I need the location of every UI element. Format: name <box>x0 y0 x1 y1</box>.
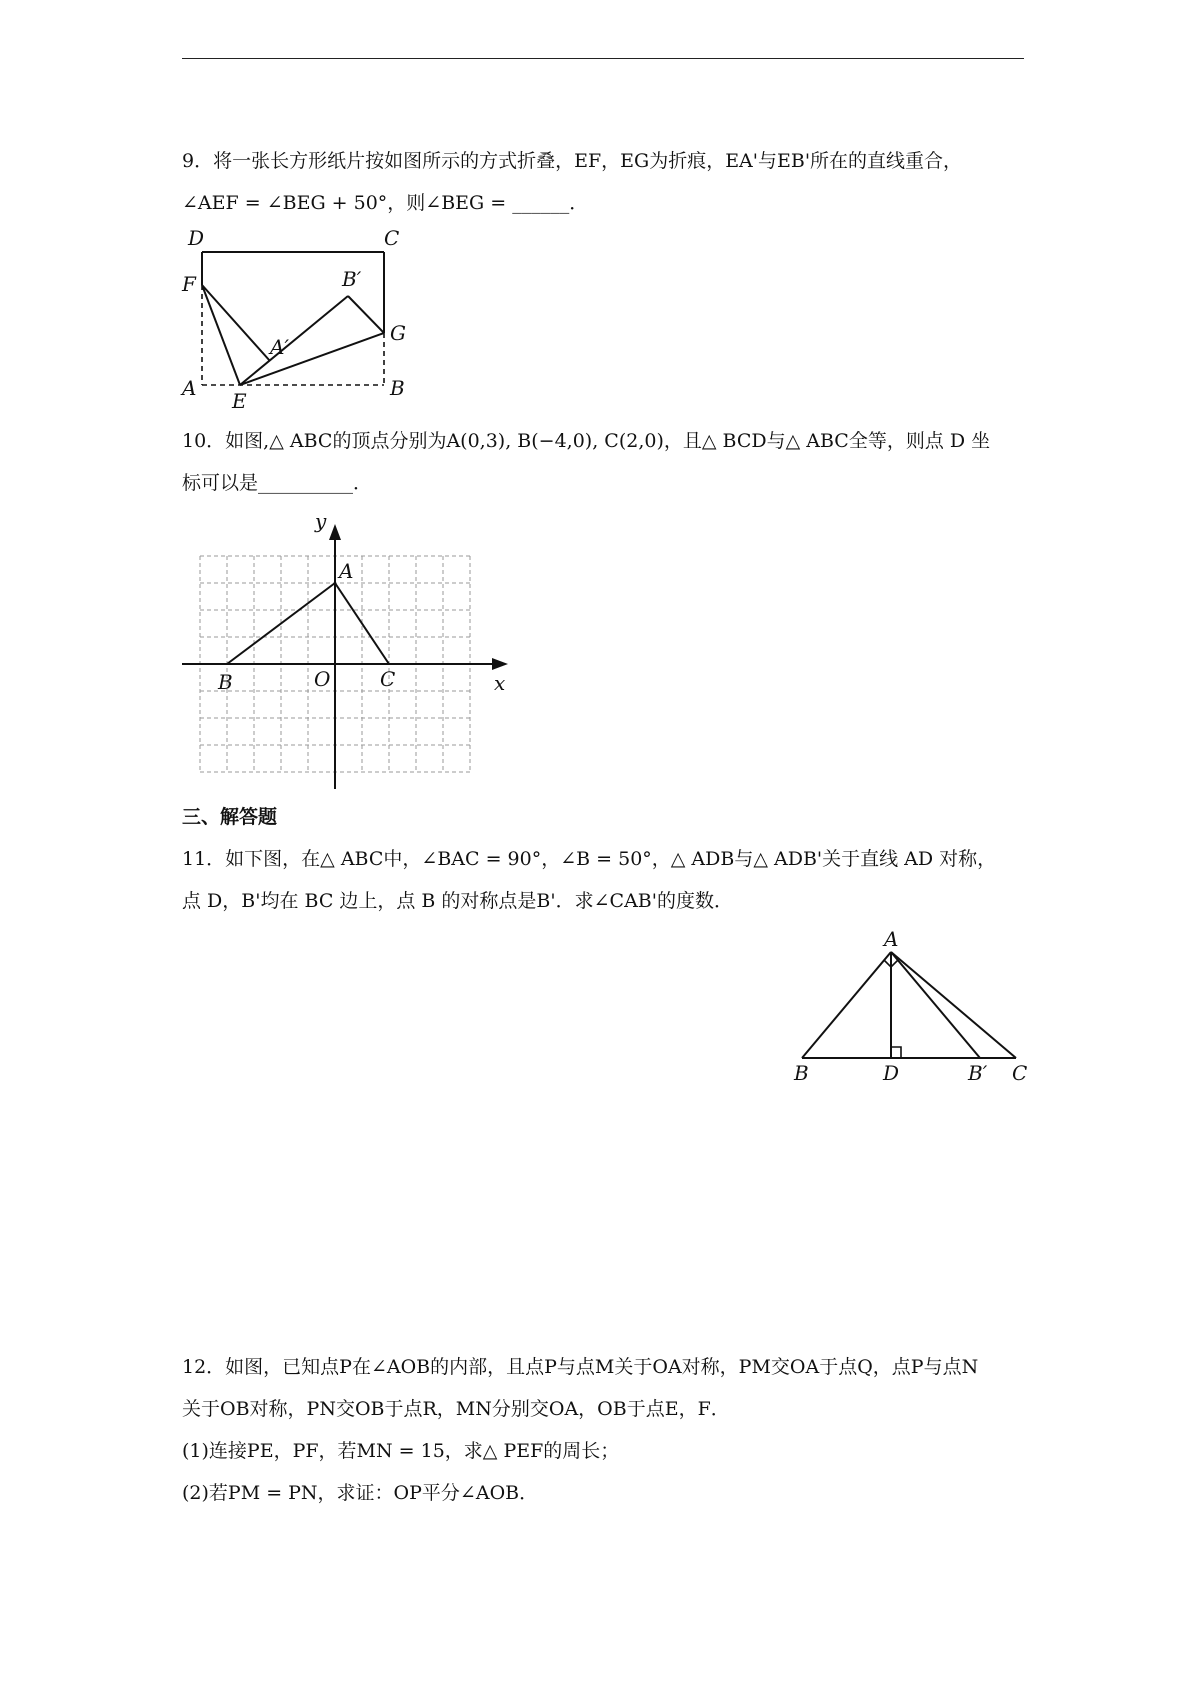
q10-label-o: O <box>314 667 331 691</box>
q10-side-ba <box>227 583 335 664</box>
q10-y-arrow <box>329 524 341 540</box>
q12-text-line3: (1)连接PE，PF，若MN = 15，求△ PEF的周长； <box>182 1440 620 1462</box>
q10-label-x: x <box>494 671 506 695</box>
q10-label-y: y <box>315 509 327 533</box>
q9-fold-figure <box>170 226 420 413</box>
q11-label-a: A <box>884 927 899 951</box>
q10-side-ac <box>335 583 389 664</box>
q11-side-ac <box>891 952 1016 1058</box>
q9-text-line1: 9．将一张长方形纸片按如图所示的方式折叠，EF，EG为折痕，EA'与EB'所在的直线重合， <box>182 150 963 172</box>
q12-text-line2: 关于OB对称，PN交OB于点R，MN分别交OA，OB于点E，F． <box>182 1398 730 1420</box>
q9-label-b: B <box>390 376 405 400</box>
q10-coordinate-figure <box>180 509 510 794</box>
q11-label-b-prime: B′ <box>968 1061 988 1085</box>
q10-x-arrow <box>492 658 508 670</box>
q11-right-angle-d <box>891 1047 901 1058</box>
q10-text-line2: 标可以是__________． <box>182 472 373 494</box>
q9-label-a: A <box>182 376 197 400</box>
q11-triangle-figure <box>790 927 1030 1085</box>
q12-text-line4: (2)若PM = PN，求证：OP平分∠AOB． <box>182 1482 539 1504</box>
q9-label-g: G <box>390 321 406 345</box>
q11-label-c: C <box>1012 1061 1028 1085</box>
section-heading: 三、解答题 <box>182 806 278 828</box>
q9-text-line2: ∠AEF = ∠BEG + 50°，则∠BEG = ______． <box>182 192 589 214</box>
q11-segment-ab-prime <box>891 952 980 1058</box>
header-rule <box>182 58 1024 59</box>
q9-line-ea-prime-b-prime <box>240 296 348 385</box>
q9-label-a-prime: A′ <box>270 335 289 359</box>
q9-label-e: E <box>232 389 247 413</box>
q9-edge-fa-prime <box>202 285 270 361</box>
q9-label-c: C <box>384 226 400 250</box>
q12-text-line1: 12．如图，已知点P在∠AOB的内部，且点P与点M关于OA对称，PM交OA于点Q，点P与点N <box>182 1356 979 1378</box>
q11-side-ab <box>802 952 891 1058</box>
q10-label-b: B <box>218 670 233 694</box>
q9-label-f: F <box>182 272 196 296</box>
q11-text-line1: 11．如下图，在△ ABC中，∠BAC = 90°，∠B = 50°，△ ADB与△ ADB'关于直线 AD 对称， <box>182 848 997 870</box>
q9-edge-b-prime-g <box>348 296 384 333</box>
q10-label-a: A <box>339 559 354 583</box>
q10-text-line1: 10．如图,△ ABC的顶点分别为A(0,3), B(−4,0), C(2,0)，且△ BCD与△ ABC全等，则点 D 坐 <box>182 430 991 452</box>
q11-label-b: B <box>794 1061 809 1085</box>
q9-label-d: D <box>188 226 205 250</box>
q11-text-line2: 点 D，B'均在 BC 边上，点 B 的对称点是B'．求∠CAB'的度数． <box>182 890 733 912</box>
q9-crease-fe <box>202 285 240 385</box>
q9-crease-eg <box>240 333 384 385</box>
q10-label-c: C <box>380 667 396 691</box>
q9-label-b-prime: B′ <box>342 267 362 291</box>
q11-label-d: D <box>883 1061 900 1085</box>
